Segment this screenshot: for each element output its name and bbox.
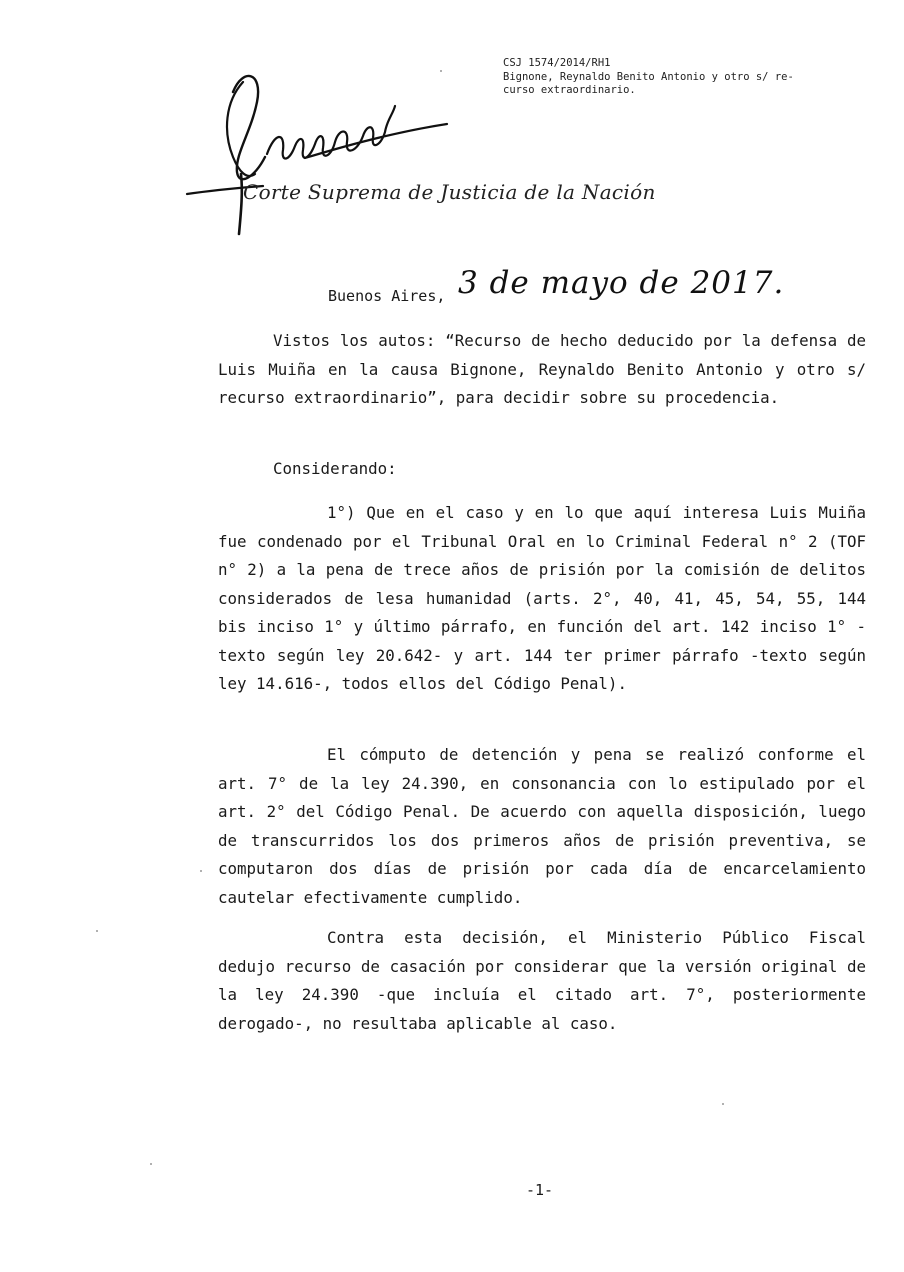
scan-speck <box>440 70 442 72</box>
scan-speck <box>200 870 202 872</box>
handwritten-signature <box>185 62 465 237</box>
scan-speck <box>722 1103 724 1105</box>
scan-speck <box>96 930 98 932</box>
paragraph-1: 1°) Que en el caso y en lo que aquí interesa Luis Muiña fue condenado por el Tribunal Oral en lo Criminal Federal n° 2 (TOF n° 2) a la pena de trece años de prisión por la comisión de delitos considerados de lesa humanidad (arts. 2°, 40, 41, 45, 54, 55, 144 bis inciso 1° y último párrafo, en función del art. 142 inciso 1° -texto según ley 20.642- y art. 144 ter primer párrafo -texto según ley 14.616-, todos ellos del Código Penal). <box>218 503 866 693</box>
handwritten-date: 3 de mayo de 2017. <box>458 265 785 301</box>
paragraph-considerando: Considerando: <box>273 459 397 478</box>
date-prefix: Buenos Aires, <box>328 287 446 305</box>
paragraph-vistos: Vistos los autos: “Recurso de hecho deducido por la defensa de Luis Muiña en la causa Bignone, Reynaldo Benito Antonio y otro s/ recurso extraordinario”, para decidir sobre su procedencia. <box>218 331 866 407</box>
scan-speck <box>150 1163 152 1165</box>
page-number: -1- <box>526 1181 554 1199</box>
case-title-line-1: Bignone, Reynaldo Benito Antonio y otro s/ re- <box>503 70 794 83</box>
paragraph-2: El cómputo de detención y pena se realizó conforme el art. 7° de la ley 24.390, en consonancia con lo estipulado por el art. 2° del Código Penal. De acuerdo con aquella disposición, luego de transcurridos los dos primeros años de prisión preventiva, se computaron dos días de prisión por cada día de encarcelamiento cautelar efectivamente cumplido. <box>218 745 866 907</box>
case-number: CSJ 1574/2014/RH1 <box>503 57 611 69</box>
case-reference <box>503 57 794 98</box>
case-title-line-2: curso extraordinario. <box>503 84 636 96</box>
court-name: Corte Suprema de Justicia de la Nación <box>243 180 656 204</box>
paragraph-3: Contra esta decisión, el Ministerio Público Fiscal dedujo recurso de casación por considerar que la versión original de la ley 24.390 -que incluía el citado art. 7°, posteriormente derogado-, no resultaba aplicable al caso. <box>218 928 866 1033</box>
